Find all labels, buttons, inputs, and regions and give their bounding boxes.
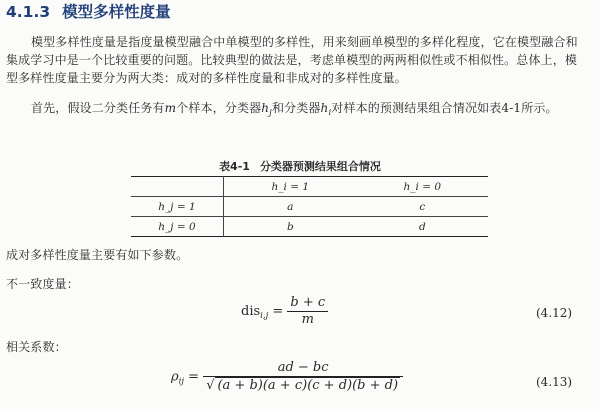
label-disagreement [6,275,588,293]
equation-4-13 [171,360,403,394]
table-caption-number: 表4-1 [219,160,250,173]
eq413-number: (4.13) [536,375,573,389]
table-cell: c [357,197,488,217]
row-header-hj-1: h_j = 1 [131,197,224,217]
prediction-combination-table [131,176,488,237]
table-cell: a [224,197,357,217]
setup-text-3: 和分类器 [271,101,321,115]
eq413-equals: = [188,369,204,385]
setup-text-1: 首先，假设二分类任务有 [31,101,165,115]
math-m: m [164,101,177,115]
eq412-lhs: dis [241,304,261,319]
col-header-hi-0: h_i = 0 [357,177,488,197]
paragraph-params [6,246,588,264]
eq412-equals: = [272,304,288,319]
equation-4-12 [241,295,328,328]
table-caption [0,158,600,174]
section-heading [6,0,171,22]
label-correlation [6,338,588,356]
col-header-hi-1: h_i = 1 [224,177,357,197]
setup-text-2: 个样本，分类器 [176,101,262,115]
table-row [131,217,488,237]
table-row [131,197,488,217]
math-hj-base: h [261,101,270,115]
math-hi [320,101,332,118]
section-number: 4.1.3 [6,3,51,21]
eq412-lhs-sub: i,j [260,311,269,321]
paragraph-setup [6,99,588,122]
setup-text-4: 对样本的预测结果组合情况如表4-1所示。 [331,101,558,115]
eq412-denominator: m [287,311,328,328]
table-caption-text: 分类器预测结果组合情况 [259,160,381,173]
eq413-denominator [203,376,403,394]
table-header-row [131,177,488,197]
math-hi-base: h [320,101,329,115]
eq413-radicand: (a + b)(a + c)(c + d)(b + d) [217,378,399,393]
paragraph-intro [6,33,588,87]
eq413-lhs: ρ [171,369,179,385]
table-cell: b [286,220,294,233]
table-corner-cell [131,177,224,197]
eq413-fraction [203,360,403,394]
math-hj [261,101,272,118]
math-hj-sub: j [269,108,272,118]
eq412-number: (4.12) [536,306,573,320]
eq412-numerator: b + c [290,295,326,310]
label-disagreement-text: 不一致度量： [6,277,79,291]
paragraph-intro-text: 模型多样性度量是指度量模型融合中单模型的多样性，用来刻画单模型的多样化程度，它在模型融合和集成学习中是一个比较重要的问题。比较典型的做法是，考虑单模型的两两相似性或不相似性。总体上，模型多样性度量主要分为两大类：成对的多样性度量和非成对的多样性度量。 [6,35,578,85]
section-title: 模型多样性度量 [62,3,171,21]
label-correlation-text: 相关系数： [6,340,67,354]
math-hi-sub: i [328,108,332,118]
eq412-fraction [287,295,328,328]
eq413-numerator: ad − bc [277,360,329,375]
eq413-lhs-sub: ij [178,376,185,387]
row-header-hj-0: h_j = 0 [131,217,224,237]
sqrt-icon: √ [206,378,215,393]
paragraph-params-text: 成对多样性度量主要有如下参数。 [6,248,189,262]
table-cell: d [418,220,426,233]
